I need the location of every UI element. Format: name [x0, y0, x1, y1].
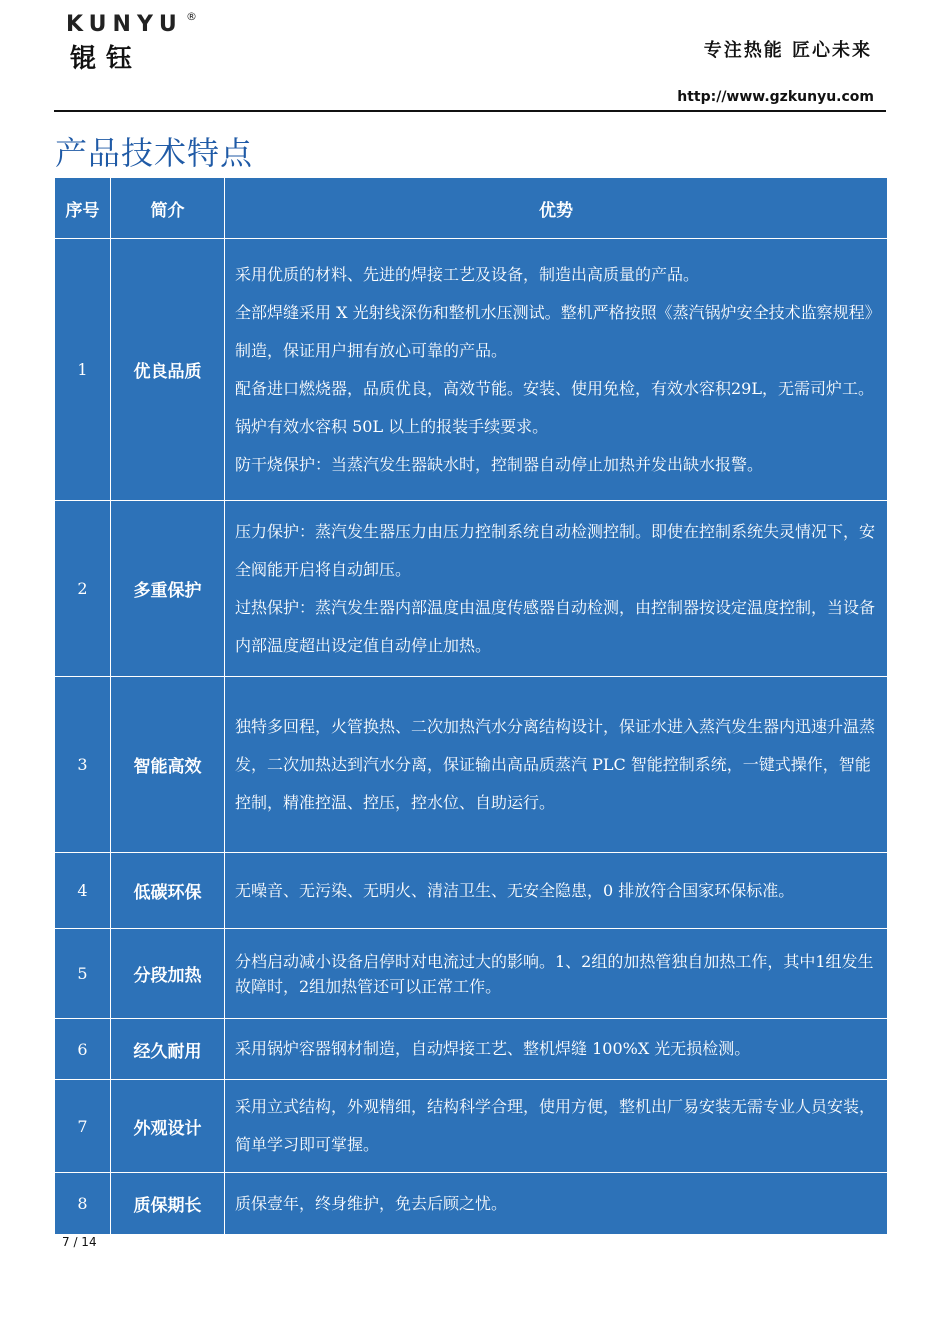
row-intro: 经久耐用 [111, 1019, 225, 1080]
logo-text-cn: 锟钰 [70, 44, 143, 74]
advantage-paragraph: 过热保护：蒸汽发生器内部温度由温度传感器自动检测，由控制器按设定温度控制，当设备内部温度超出设定值自动停止加热。 [235, 597, 876, 655]
row-advantage [225, 1019, 888, 1080]
advantage-paragraph: 独特多回程，火管换热、二次加热汽水分离结构设计，保证水进入蒸汽发生器内迅速升温蒸发，二次加热达到汽水分离，保证输出高品质蒸汽 PLC 智能控制系统，一键式操作，智能控制，精准控温、控压，控水位、自助运行。 [235, 716, 876, 812]
advantage-paragraph: 无噪音、无污染、无明火、清洁卫生、无安全隐患，0 排放符合国家环保标准。 [235, 880, 795, 900]
row-intro: 智能高效 [111, 677, 225, 853]
row-advantage [225, 677, 888, 853]
advantage-paragraph: 采用立式结构，外观精细，结构科学合理，使用方便，整机出厂易安装无需专业人员安装，简单学习即可掌握。 [235, 1097, 876, 1154]
row-intro: 质保期长 [111, 1173, 225, 1235]
row-advantage [225, 501, 888, 677]
table-row [55, 677, 888, 853]
table-row [55, 1019, 888, 1080]
table-header-row [55, 178, 888, 239]
header-divider [54, 110, 886, 112]
row-intro: 外观设计 [111, 1080, 225, 1173]
row-advantage [225, 239, 888, 501]
advantage-paragraph: 防干烧保护：当蒸汽发生器缺水时，控制器自动停止加热并发出缺水报警。 [235, 454, 764, 474]
row-number: 2 [55, 501, 111, 677]
advantage-paragraph: 采用优质的材料、先进的焊接工艺及设备，制造出高质量的产品。 [235, 264, 700, 284]
row-number: 1 [55, 239, 111, 501]
row-number: 8 [55, 1173, 111, 1235]
page-title: 产品技术特点 [55, 134, 254, 172]
registered-mark: ® [186, 10, 197, 23]
header-advantage: 优势 [225, 178, 888, 239]
row-number: 5 [55, 929, 111, 1019]
row-advantage [225, 853, 888, 929]
row-number: 7 [55, 1080, 111, 1173]
slogan: 专注热能 匠心未来 [703, 40, 872, 61]
advantage-paragraph: 配备进口燃烧器，品质优良，高效节能。安装、使用免检，有效水容积29L，无需司炉工。锅炉有效水容积 50L 以上的报装手续要求。 [235, 378, 874, 436]
features-table [54, 177, 888, 1235]
advantage-paragraph: 分档启动减小设备启停时对电流过大的影响。1、2组的加热管独自加热工作，其中1组发生故障时，2组加热管还可以正常工作。 [235, 951, 874, 996]
row-number: 3 [55, 677, 111, 853]
row-intro: 多重保护 [111, 501, 225, 677]
table-row [55, 239, 888, 501]
table-row [55, 501, 888, 677]
row-advantage [225, 929, 888, 1019]
advantage-paragraph: 全部焊缝采用 X 光射线深伤和整机水压测试。整机严格按照《蒸汽锅炉安全技术监察规程》制造，保证用户拥有放心可靠的产品。 [235, 302, 873, 360]
advantage-paragraph: 压力保护：蒸汽发生器压力由压力控制系统自动检测控制。即使在控制系统失灵情况下，安全阀能开启将自动卸压。 [235, 521, 876, 579]
row-intro: 低碳环保 [111, 853, 225, 929]
row-intro: 优良品质 [111, 239, 225, 501]
row-number: 6 [55, 1019, 111, 1080]
advantage-paragraph: 质保壹年，终身维护，免去后顾之忧。 [235, 1193, 508, 1213]
header-num: 序号 [55, 178, 111, 239]
website-url: http://www.gzkunyu.com [677, 89, 874, 105]
row-number: 4 [55, 853, 111, 929]
row-advantage [225, 1080, 888, 1173]
header-intro: 简介 [111, 178, 225, 239]
table-row [55, 1080, 888, 1173]
table-row [55, 929, 888, 1019]
page-number: 7 / 14 [62, 1235, 97, 1249]
table-row [55, 853, 888, 929]
table-row [55, 1173, 888, 1235]
row-advantage [225, 1173, 888, 1235]
row-intro: 分段加热 [111, 929, 225, 1019]
advantage-paragraph: 采用锅炉容器钢材制造，自动焊接工艺、整机焊缝 100%X 光无损检测。 [235, 1039, 751, 1058]
logo-text-en: KUNYU [66, 12, 183, 37]
